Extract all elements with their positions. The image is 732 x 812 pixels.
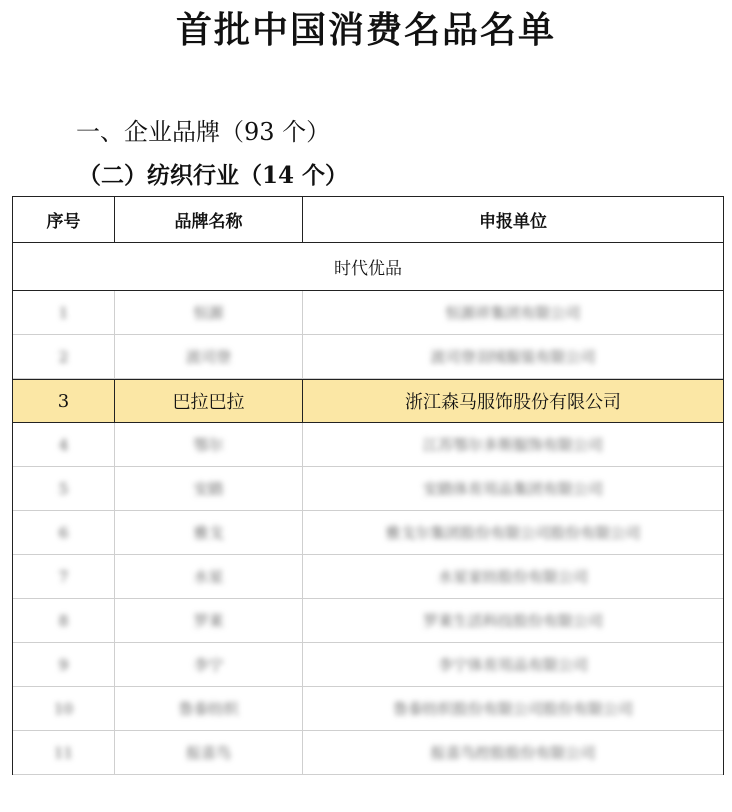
cell-index-text: 11: [53, 743, 74, 762]
cell-index: [13, 380, 115, 422]
cell-applicant-text: 波司登羽绒服装有限公司: [430, 348, 596, 366]
cell-applicant-text: 恒源祥集团有限公司: [445, 304, 581, 322]
cell-index: [13, 555, 115, 598]
cell-brand-name: [115, 599, 303, 642]
cell-brand-name-text: 报喜鸟: [185, 744, 231, 762]
cell-brand-name-text: 水星: [193, 568, 224, 586]
cell-brand-name-text: 李宁: [193, 656, 224, 674]
table-row: [13, 599, 723, 643]
table-row: [13, 511, 723, 555]
cell-index: [13, 467, 115, 510]
cell-index: [13, 511, 115, 554]
cell-brand-name: [115, 511, 303, 554]
header-applicant: 申报单位: [479, 212, 547, 232]
table-row: [13, 467, 723, 511]
cell-brand-name: [115, 380, 303, 422]
cell-brand-name-text: 恒源: [193, 304, 224, 322]
cell-index: [13, 335, 115, 378]
table-row: [13, 555, 723, 599]
cell-brand-name-text: 巴拉巴拉: [172, 392, 245, 413]
cell-index-text: 5: [58, 479, 69, 498]
table-header-row: [13, 197, 723, 243]
cell-applicant: [303, 687, 723, 730]
cell-index-text: 2: [58, 347, 69, 366]
page-title: 首批中国消费名品名单: [175, 9, 556, 51]
subsection-heading: （二）纺织行业（14 个）: [78, 162, 349, 189]
cell-brand-name: [115, 731, 303, 774]
cell-index-text: 10: [53, 699, 74, 718]
section-label: 时代优品: [334, 259, 402, 279]
table-row: [13, 291, 723, 335]
cell-applicant: [303, 335, 723, 378]
cell-applicant-text: 水星家纺股份有限公司: [437, 568, 588, 586]
cell-brand-name: [115, 335, 303, 378]
cell-applicant-text: 罗莱生活科技股份有限公司: [422, 612, 603, 630]
cell-brand-name: [115, 555, 303, 598]
table-row: [13, 731, 723, 775]
cell-index-text: 7: [58, 567, 69, 586]
cell-brand-name: [115, 423, 303, 466]
cell-applicant-text: 雅戈尔集团股份有限公司股份有限公司: [385, 524, 641, 542]
cell-applicant: [303, 423, 723, 466]
table-row: [13, 687, 723, 731]
cell-index-text: 8: [58, 611, 69, 630]
brand-table: [12, 196, 724, 775]
cell-applicant: [303, 291, 723, 334]
cell-brand-name-text: 波司登: [185, 348, 231, 366]
header-brand-name: 品牌名称: [115, 197, 303, 242]
cell-applicant: [303, 380, 723, 422]
cell-index: [13, 731, 115, 774]
cell-brand-name-text: 雅戈: [193, 524, 224, 542]
cell-applicant: [303, 599, 723, 642]
section-heading: 一、企业品牌（93 个）: [76, 118, 331, 146]
cell-brand-name-text: 罗莱: [193, 612, 224, 630]
table-row-highlighted: [13, 379, 723, 423]
cell-index: [13, 291, 115, 334]
cell-applicant-text: 李宁体育用品有限公司: [437, 656, 588, 674]
cell-applicant: [303, 731, 723, 774]
cell-applicant-text: 报喜鸟控股股份有限公司: [430, 744, 596, 762]
cell-applicant: [303, 643, 723, 686]
cell-applicant: [303, 467, 723, 510]
cell-index-text: 3: [57, 390, 70, 412]
cell-applicant-text: 安踏体育用品集团有限公司: [422, 480, 603, 498]
cell-index: [13, 643, 115, 686]
cell-brand-name: [115, 467, 303, 510]
cell-index: [13, 687, 115, 730]
table-section-row: [13, 243, 723, 291]
cell-applicant-text: 浙江森马服饰股份有限公司: [405, 392, 621, 413]
cell-index-text: 6: [58, 523, 69, 542]
table-row: [13, 423, 723, 467]
cell-brand-name-text: 鄂尔: [193, 436, 224, 454]
cell-index-text: 9: [58, 655, 69, 674]
cell-index: [13, 423, 115, 466]
cell-applicant-text: 鲁泰纺织股份有限公司股份有限公司: [392, 700, 633, 718]
cell-applicant: [303, 511, 723, 554]
table-body: [13, 291, 723, 775]
cell-index-text: 1: [58, 303, 69, 322]
header-index: 序号: [13, 197, 115, 242]
cell-brand-name-text: 鲁泰纺织: [178, 700, 239, 718]
cell-index: [13, 599, 115, 642]
cell-applicant-text: 江苏鄂尔多斯服饰有限公司: [422, 436, 603, 454]
cell-brand-name-text: 安踏: [193, 480, 224, 498]
cell-applicant: [303, 555, 723, 598]
table-row: [13, 335, 723, 379]
cell-brand-name: [115, 687, 303, 730]
cell-brand-name: [115, 291, 303, 334]
table-row: [13, 643, 723, 687]
cell-brand-name: [115, 643, 303, 686]
cell-index-text: 4: [58, 435, 69, 454]
